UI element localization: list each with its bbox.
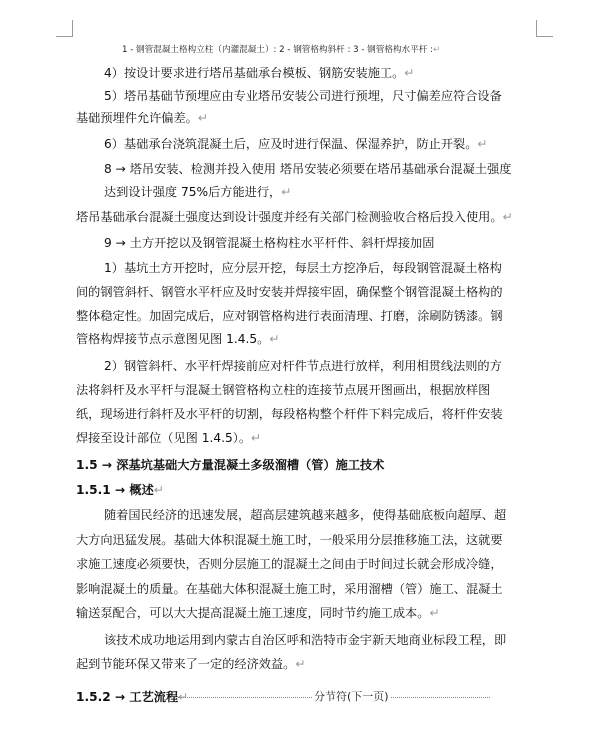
paragraph-line: 影响混凝土的质量。在基础大体积混凝土施工时，采用溜槽（管）施工、混凝土	[76, 582, 503, 596]
crop-mark-top-right	[536, 20, 553, 37]
paragraph-line: 2）钢管斜杆、水平杆焊接前应对杆件节点进行放样，利用相贯线法则的方	[104, 359, 502, 373]
paragraph-line: 大方向迅猛发展。基础大体积混凝土施工时，一般采用分层推移施工法，这就要	[76, 533, 503, 547]
paragraph-line: 法将斜杆及水平杆与混凝土钢管格构立柱的连接节点展开图画出，根据放样图	[76, 383, 491, 397]
figure-caption-header: 1 - 钢管混凝土格构立柱（内灌混凝土）: 2 - 钢管格构斜杆 : 3 - 钢管格构水平杆 :↵	[122, 45, 441, 55]
paragraph-line: 焊接至设计部位（见图 1.4.5）。↵	[76, 431, 262, 445]
section-heading: 1.5 → 深基坑基础大方量混凝土多级溜槽（管）施工技术	[76, 458, 385, 472]
paragraph-line: 1）基坑土方开挖时，应分层开挖，每层土方挖净后，每段钢管混凝土格构	[104, 261, 502, 275]
paragraph-line: 输送泵配合，可以大大提高混凝土施工速度，同时节约施工成本。↵	[76, 606, 440, 620]
paragraph-line: 管格构焊接节点示意图见图 1.4.5。↵	[76, 332, 280, 346]
paragraph-line: 9 → 土方开挖以及钢管混凝土格构柱水平杆件、斜杆焊接加固	[104, 236, 435, 250]
crop-mark-top-left	[56, 20, 73, 37]
paragraph-line: 随着国民经济的迅速发展，超高层建筑越来越多，使得基础底板向超厚、超	[104, 508, 507, 522]
paragraph-line: 求施工速度必须要快，否则分层施工的混凝土之间由于时间过长就会形成冷缝，	[76, 557, 503, 571]
section-break-label: 分节符(下一页)	[314, 690, 389, 703]
paragraph-line: 塔吊基础承台混凝土强度达到设计强度并经有关部门检测验收合格后投入使用。↵	[76, 210, 513, 224]
paragraph-line: 纸，现场进行斜杆及水平杆的切割，每段格构整个杆件下料完成后，将杆件安装	[76, 407, 503, 421]
subsection-heading: 1.5.1 → 概述↵	[76, 483, 164, 497]
paragraph-line: 5）塔吊基础节预埋应由专业塔吊安装公司进行预埋，尺寸偏差应符合设备	[104, 89, 502, 103]
paragraph-line: 基础预埋件允许偏差。↵	[76, 111, 209, 125]
paragraph-line: 该技术成功地运用到内蒙古自治区呼和浩特市金宇新天地商业标段工程，即	[104, 633, 507, 647]
paragraph-line: 4）按设计要求进行塔吊基础承台模板、钢筋安装施工。↵	[104, 66, 415, 80]
paragraph-line: 6）基础承台浇筑混凝土后，应及时进行保温、保湿养护，防止开裂。↵	[104, 137, 488, 151]
paragraph-line: 达到设计强度 75%后方能进行，↵	[104, 185, 292, 199]
paragraph-line: 8 → 塔吊安装、检测并投入使用 塔吊安装必须要在塔吊基础承台混凝土强度	[104, 162, 512, 176]
paragraph-line: 整体稳定性。加固完成后，应对钢管格构进行表面清理、打磨，涂刷防锈漆。钢	[76, 309, 503, 323]
subsection-heading: 1.5.2 → 工艺流程↵	[76, 690, 189, 704]
paragraph-line: 起到节能环保又带来了一定的经济效益。↵	[76, 657, 306, 671]
paragraph-line: 间的钢管斜杆、钢管水平杆应及时安装并焊接牢固，确保整个钢管混凝土格构的	[76, 285, 503, 299]
